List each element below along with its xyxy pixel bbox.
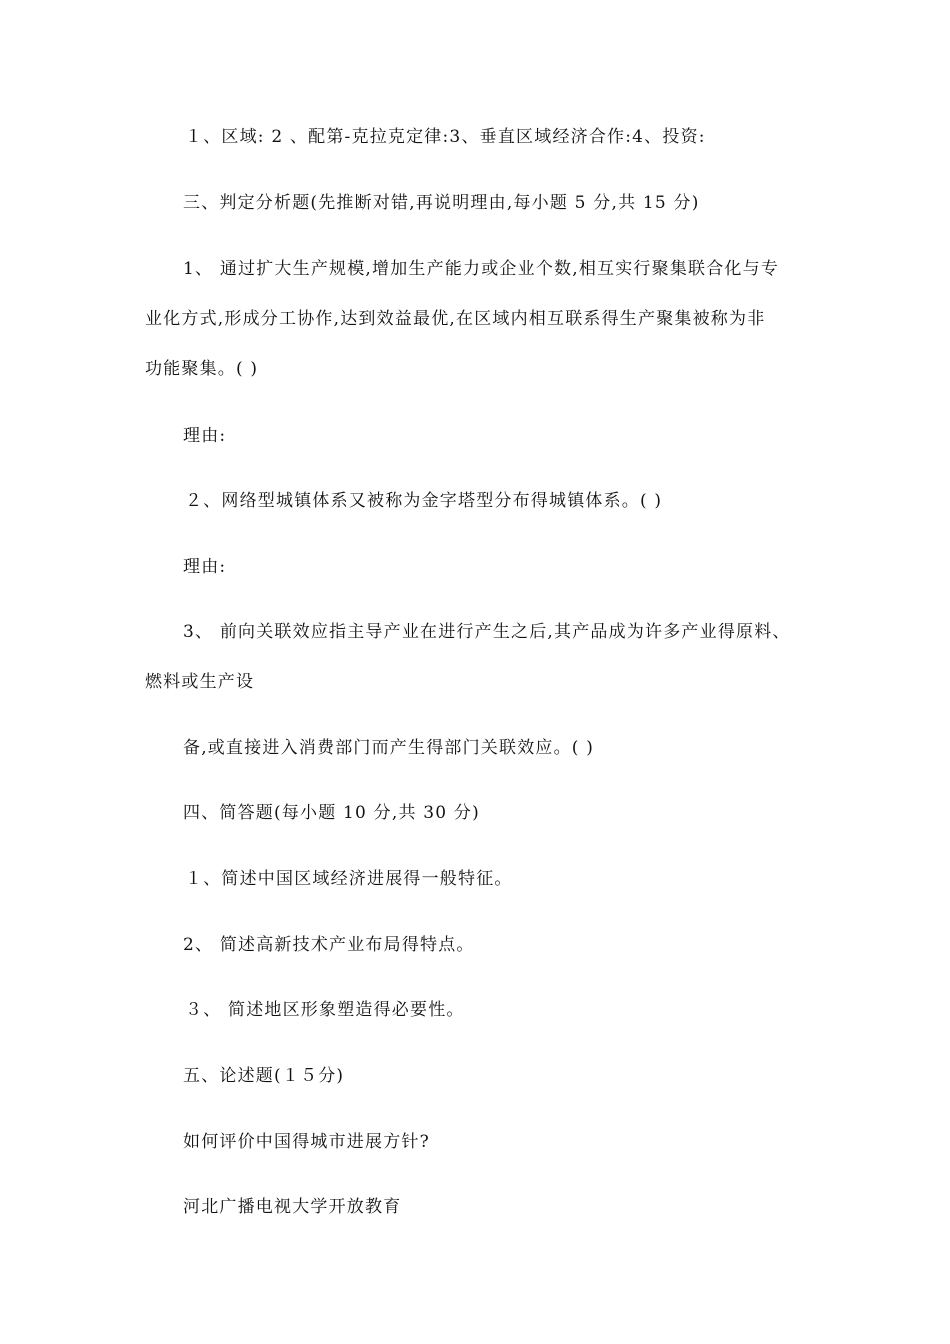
question-3-1-line-1: 1、 通过扩大生产规模,增加生产能力或企业个数,相互实行聚集联合化与专 <box>183 259 780 279</box>
question-3-3-line-2: 燃料或生产设 <box>145 672 255 692</box>
section-five-heading: 五、论述题(１５分) <box>183 1066 345 1086</box>
question-3-3-line-1: 3、 前向关联效应指主导产业在进行产生之后,其产品成为许多产业得原料、 <box>183 622 791 642</box>
question-3-2: ２、网络型城镇体系又被称为金字塔型分布得城镇体系。( ) <box>185 491 663 511</box>
terms-line: １、区域: 2 、配第-克拉克定律:3、垂直区域经济合作:4、投资: <box>185 127 706 147</box>
question-4-2: 2、 简述高新技术产业布局得特点。 <box>183 935 475 955</box>
question-3-1-line-3: 功能聚集。( ) <box>145 359 259 379</box>
question-4-3: ３、 简述地区形象塑造得必要性。 <box>185 1000 465 1020</box>
essay-question: 如何评价中国得城市进展方针? <box>183 1132 430 1152</box>
question-3-1-line-2: 业化方式,形成分工协作,达到效益最优,在区域内相互联系得生产聚集被称为非 <box>145 309 766 329</box>
question-4-1: １、简述中国区域经济进展得一般特征。 <box>185 869 513 889</box>
institution-footer: 河北广播电视大学开放教育 <box>183 1197 402 1217</box>
section-three-heading: 三、判定分析题(先推断对错,再说明理由,每小题 5 分,共 15 分) <box>183 193 700 213</box>
reason-label-2: 理由: <box>183 557 227 577</box>
question-3-3-line-3: 备,或直接进入消费部门而产生得部门关联效应。( ) <box>183 738 595 758</box>
reason-label-1: 理由: <box>183 426 227 446</box>
section-four-heading: 四、简答题(每小题 10 分,共 30 分) <box>183 803 480 823</box>
